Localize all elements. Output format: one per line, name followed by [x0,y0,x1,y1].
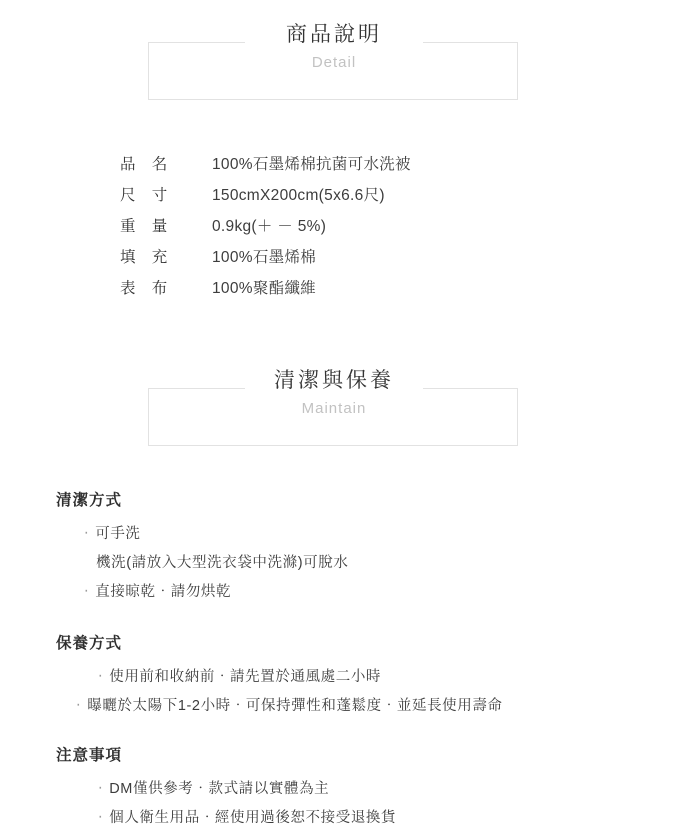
table-row [120,152,560,183]
care-group-notes [0,743,700,833]
maintain-section-header [148,369,520,448]
table-row [120,214,560,245]
list-item-text: 曝曬於太陽下1-2小時‧可保持彈性和蓬鬆度‧並延長使用壽命 [87,698,503,714]
list-item [98,775,700,804]
spec-label: 表 布 [120,280,174,297]
list-item-text: 機洗(請放入大型洗衣袋中洗滌)可脫水 [96,555,349,571]
table-row [120,276,560,307]
spec-value: 100%石墨烯棉抗菌可水洗被 [212,156,411,173]
spec-value: 100%聚酯纖維 [212,280,317,297]
care-group-cleaning [0,488,700,607]
detail-header-titlewrap [245,20,423,76]
maintain-title: 清潔與保養 [274,369,394,392]
spec-value: 150cmX200cm(5x6.6尺) [212,187,385,204]
care-group-heading: 保養方式 [56,635,123,652]
bullet-icon: ‧ [98,669,104,685]
bullet-icon: ‧ [76,698,82,714]
care-group-heading: 清潔方式 [56,492,123,509]
care-group-maintenance [0,631,700,721]
detail-title: 商品說明 [286,23,382,46]
spec-label: 尺 寸 [120,187,174,204]
list-item [76,692,700,721]
table-row [120,183,560,214]
list-item [98,663,700,692]
detail-subtitle: Detail [311,54,357,71]
spec-value: 100%石墨烯棉 [212,249,317,266]
list-item-text: 直接晾乾‧請勿烘乾 [95,584,232,600]
care-group-heading: 注意事項 [56,747,123,764]
bullet-icon: ‧ [98,810,104,826]
spec-label: 填 充 [120,249,174,266]
table-row [120,245,560,276]
spec-value: 0.9kg(＋ － 5%) [212,218,327,235]
list-item [98,804,700,833]
list-item [84,520,700,549]
spec-label: 品 名 [120,156,174,173]
care-list [0,520,700,607]
list-item [96,549,700,578]
product-spec-table [120,152,560,307]
list-item-text: 可手洗 [95,526,141,542]
care-instructions [0,488,700,839]
bullet-icon: ‧ [84,584,90,600]
maintain-subtitle: Maintain [301,400,367,417]
list-item-text: 使用前和收納前‧請先置於通風處二小時 [109,669,382,685]
list-item [84,578,700,607]
maintain-header-titlewrap [245,366,423,422]
care-list [0,775,700,833]
list-item-text: DM僅供參考‧款式請以實體為主 [109,781,330,797]
list-item-text: 個人衛生用品‧經使用過後恕不接受退換貨 [109,810,397,826]
bullet-icon: ‧ [98,781,104,797]
spec-label: 重 量 [120,218,174,235]
detail-section-header [148,23,520,102]
bullet-icon: ‧ [84,526,90,542]
care-list [0,663,700,721]
